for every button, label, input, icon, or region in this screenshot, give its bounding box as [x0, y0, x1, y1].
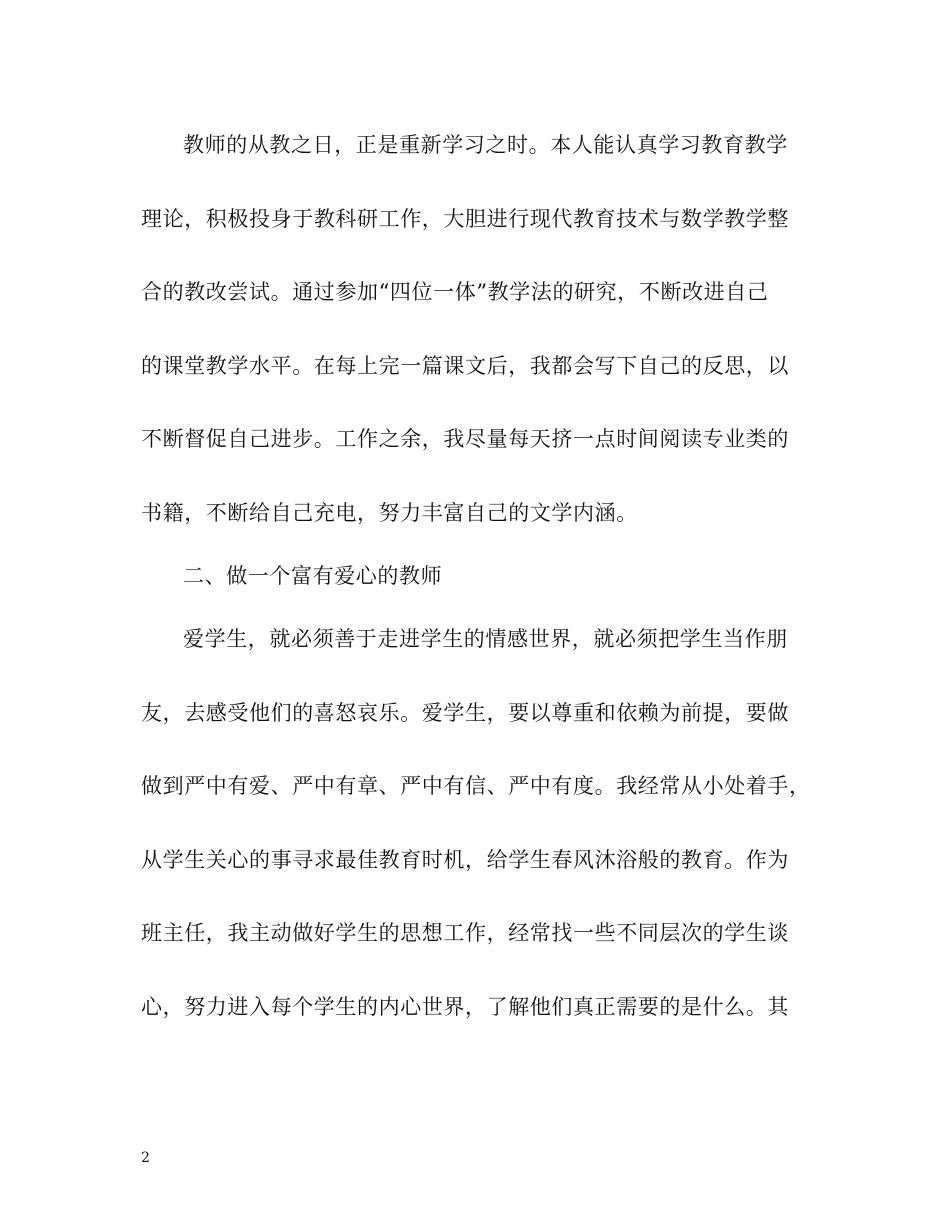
- paragraph-1-line-1: 教师的从教之日，正是重新学习之时。本人能认真学习教育教学: [183, 133, 788, 157]
- section-heading: 二、做一个富有爱心的教师: [183, 563, 443, 588]
- paragraph-2-line-4: 从学生关心的事寻求最佳教育时机，给学生春风沐浴般的教育。作为: [141, 847, 789, 872]
- paragraph-1-line-6: 书籍，不断给自己充电，努力丰富自己的文学内涵。: [141, 500, 638, 525]
- paragraph-2-line-3: 做到严中有爱、严中有章、严中有信、严中有度。我经常从小处着手，: [141, 774, 811, 799]
- paragraph-2-line-2: 友，去感受他们的喜怒哀乐。爱学生，要以尊重和依赖为前提，要做: [141, 700, 789, 725]
- paragraph-2-line-1: 爱学生，就必须善于走进学生的情感世界，就必须把学生当作朋: [183, 626, 788, 651]
- paragraph-2-line-5: 班主任，我主动做好学生的思想工作，经常找一些不同层次的学生谈: [141, 921, 789, 946]
- paragraph-1-line-5: 不断督促自己进步。工作之余，我尽量每天挤一点时间阅读专业类的: [141, 427, 789, 452]
- paragraph-1-line-3: 合的教改尝试。通过参加“四位一体”教学法的研究，不断改进自己: [141, 280, 769, 305]
- paragraph-1-line-2: 理论，积极投身于教科研工作，大胆进行现代教育技术与数学教学整: [141, 206, 789, 231]
- page-number: 2: [141, 1150, 150, 1166]
- paragraph-1-line-4: 的课堂教学水平。在每上完一篇课文后，我都会写下自己的反思，以: [141, 353, 789, 378]
- body-text: [141, 122, 809, 1058]
- paragraph-2-line-6: 心，努力进入每个学生的内心世界，了解他们真正需要的是什么。其: [141, 994, 789, 1019]
